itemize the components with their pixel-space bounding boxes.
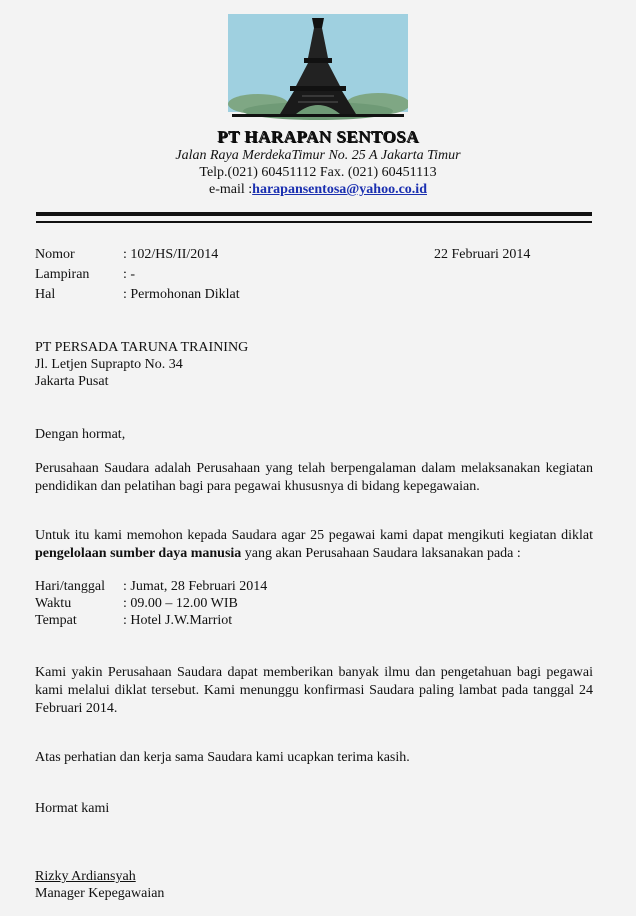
nomor-label: Nomor: [35, 247, 75, 262]
paragraph-1: Perusahaan Saudara adalah Perusahaan yang telah berpengalaman dalam melaksanakan kegiatan pendidikan dan pelatihan bagi para pegawai khususnya di bidang kepegawaian.: [35, 461, 593, 494]
header-divider-thick: [36, 212, 592, 216]
paragraph-2: [35, 527, 593, 563]
schedule-label: Tempat: [35, 613, 77, 628]
signer-position: Manager Kepegawaian: [35, 886, 165, 901]
schedule-value: : Jumat, 28 Februari 2014: [123, 579, 268, 594]
hal-value: : Permohonan Diklat: [123, 287, 240, 302]
salutation: Dengan hormat,: [35, 427, 126, 442]
signer-name: Rizky Ardiansyah: [35, 869, 136, 884]
email-link[interactable]: harapansentosa@yahoo.co.id: [252, 182, 427, 197]
paragraph-4: Atas perhatian dan kerja sama Saudara kami ucapkan terima kasih.: [35, 750, 410, 765]
company-email-line: [0, 181, 636, 199]
recipient-street: Jl. Letjen Suprapto No. 34: [35, 357, 183, 372]
recipient-name: PT PERSADA TARUNA TRAINING: [35, 340, 249, 355]
eiffel-tower-icon: [228, 14, 408, 124]
lampiran-value: : -: [123, 267, 136, 282]
company-name: PT HARAPAN SENTOSA: [217, 127, 419, 146]
closing-regards: Hormat kami: [35, 801, 110, 816]
paragraph-2-bold: pengelolaan sumber daya manusia: [35, 546, 242, 561]
header-divider-thin: [36, 221, 592, 223]
recipient-city: Jakarta Pusat: [35, 374, 109, 389]
schedule-value: : Hotel J.W.Marriot: [123, 613, 233, 628]
company-phone: Telp.(021) 60451112 Fax. (021) 60451113: [199, 165, 437, 180]
lampiran-label: Lampiran: [35, 267, 90, 282]
nomor-value: : 102/HS/II/2014: [123, 247, 219, 262]
email-label: e-mail :: [209, 182, 253, 197]
paragraph-3: Kami yakin Perusahaan Saudara dapat memberikan banyak ilmu dan pengetahuan bagi pegawai kami melalui diklat tersebut. Kami menunggu konfirmasi Saudara paling lambat pada tanggal 24 Februari 2014.: [35, 665, 593, 716]
schedule-label: Hari/tanggal: [35, 579, 105, 594]
paragraph-2-suffix: yang akan Perusahaan Saudara laksanakan pada :: [241, 546, 521, 561]
schedule-value: : 09.00 – 12.00 WIB: [123, 596, 238, 611]
schedule-label: Waktu: [35, 596, 72, 611]
hal-label: Hal: [35, 287, 56, 302]
company-address: Jalan Raya MerdekaTimur No. 25 A Jakarta Timur: [175, 148, 461, 163]
paragraph-2-prefix: Untuk itu kami memohon kepada Saudara agar 25 pegawai kami dapat mengikuti kegiatan diklat: [35, 528, 593, 543]
letter-date: 22 Februari 2014: [434, 247, 531, 262]
